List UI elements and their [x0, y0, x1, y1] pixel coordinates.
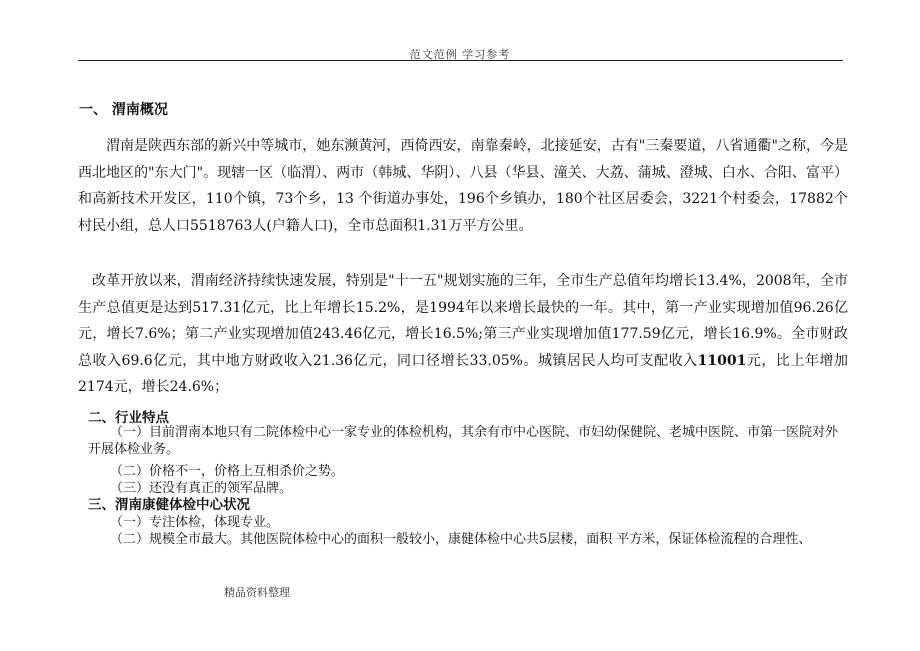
p2-income-figure: 11001 — [697, 352, 747, 369]
header-rule — [78, 60, 843, 61]
industry-item-3: （三）还没有真正的领军品牌。 — [110, 481, 293, 496]
center-item-2: （二）规模全市最大。其他医院体检中心的面积一般较小，康健体检中心共5层楼，面积 平方米，保证体检流程的合理性、 — [110, 532, 812, 547]
section-heading-center-status: 三、渭南康健体检中心状况 — [88, 497, 250, 513]
section-heading-industry: 二、行业特点 — [88, 410, 169, 426]
center-item-1: （一）专注体检，体现专业。 — [110, 515, 280, 530]
overview-paragraph-1: 渭南是陕西东部的新兴中等城市，她东濒黄河，西倚西安，南靠秦岭，北接延安，古有"三秦要道，八省通衢"之称，今是西北地区的"东大门"。现辖一区（临渭）、两市（韩城、华阴）、八县（华县、潼关、大荔、蒲城、澄城、白水、合阳、富平）和高新技术开发区，110个镇，73个乡，13 个街道办事处，196个乡镇办，180个社区居委会，3221个村委会，17882个村民小组，总人口5518763人(户籍人口)，全市总面积1.31万平方公里。 — [78, 138, 848, 234]
overview-paragraph-2 — [78, 268, 848, 401]
page-header: 范文范例 学习参考 — [409, 48, 511, 61]
page-footer: 精品资料整理 — [224, 586, 290, 599]
industry-item-1: （一）目前渭南本地只有二院体检中心一家专业的体检机构，其余有市中心医院、市妇幼保健院、老城中医院、市第一医院对外开展体检业务。 — [88, 425, 839, 457]
p2-text-before: 改革开放以来，渭南经济持续快速发展，特别是"十一五"规划实施的三年，全市生产总值年均增长13.4%，2008年，全市生产总值更是达到517.31亿元，比上年增长15.2%，是1994年以来增长最快的一年。其中，第一产业实现增加值96.26亿元，增长7.6%；第二产业实现增加值243.46亿元，增长16.5%;第三产业实现增加值177.59亿元，增长16.9%。全市财政总收入69.6亿元，其中地方财政收入21.36亿元，同口径增长33.05%。城镇居民人均可支配收入 — [78, 273, 848, 369]
industry-item-2: （二）价格不一，价格上互相杀价之势。 — [110, 464, 345, 479]
section-heading-overview: 一、 渭南概况 — [79, 102, 168, 118]
p2-text-after: 元，比上年增加2174元，增长24.6%； — [78, 352, 848, 395]
